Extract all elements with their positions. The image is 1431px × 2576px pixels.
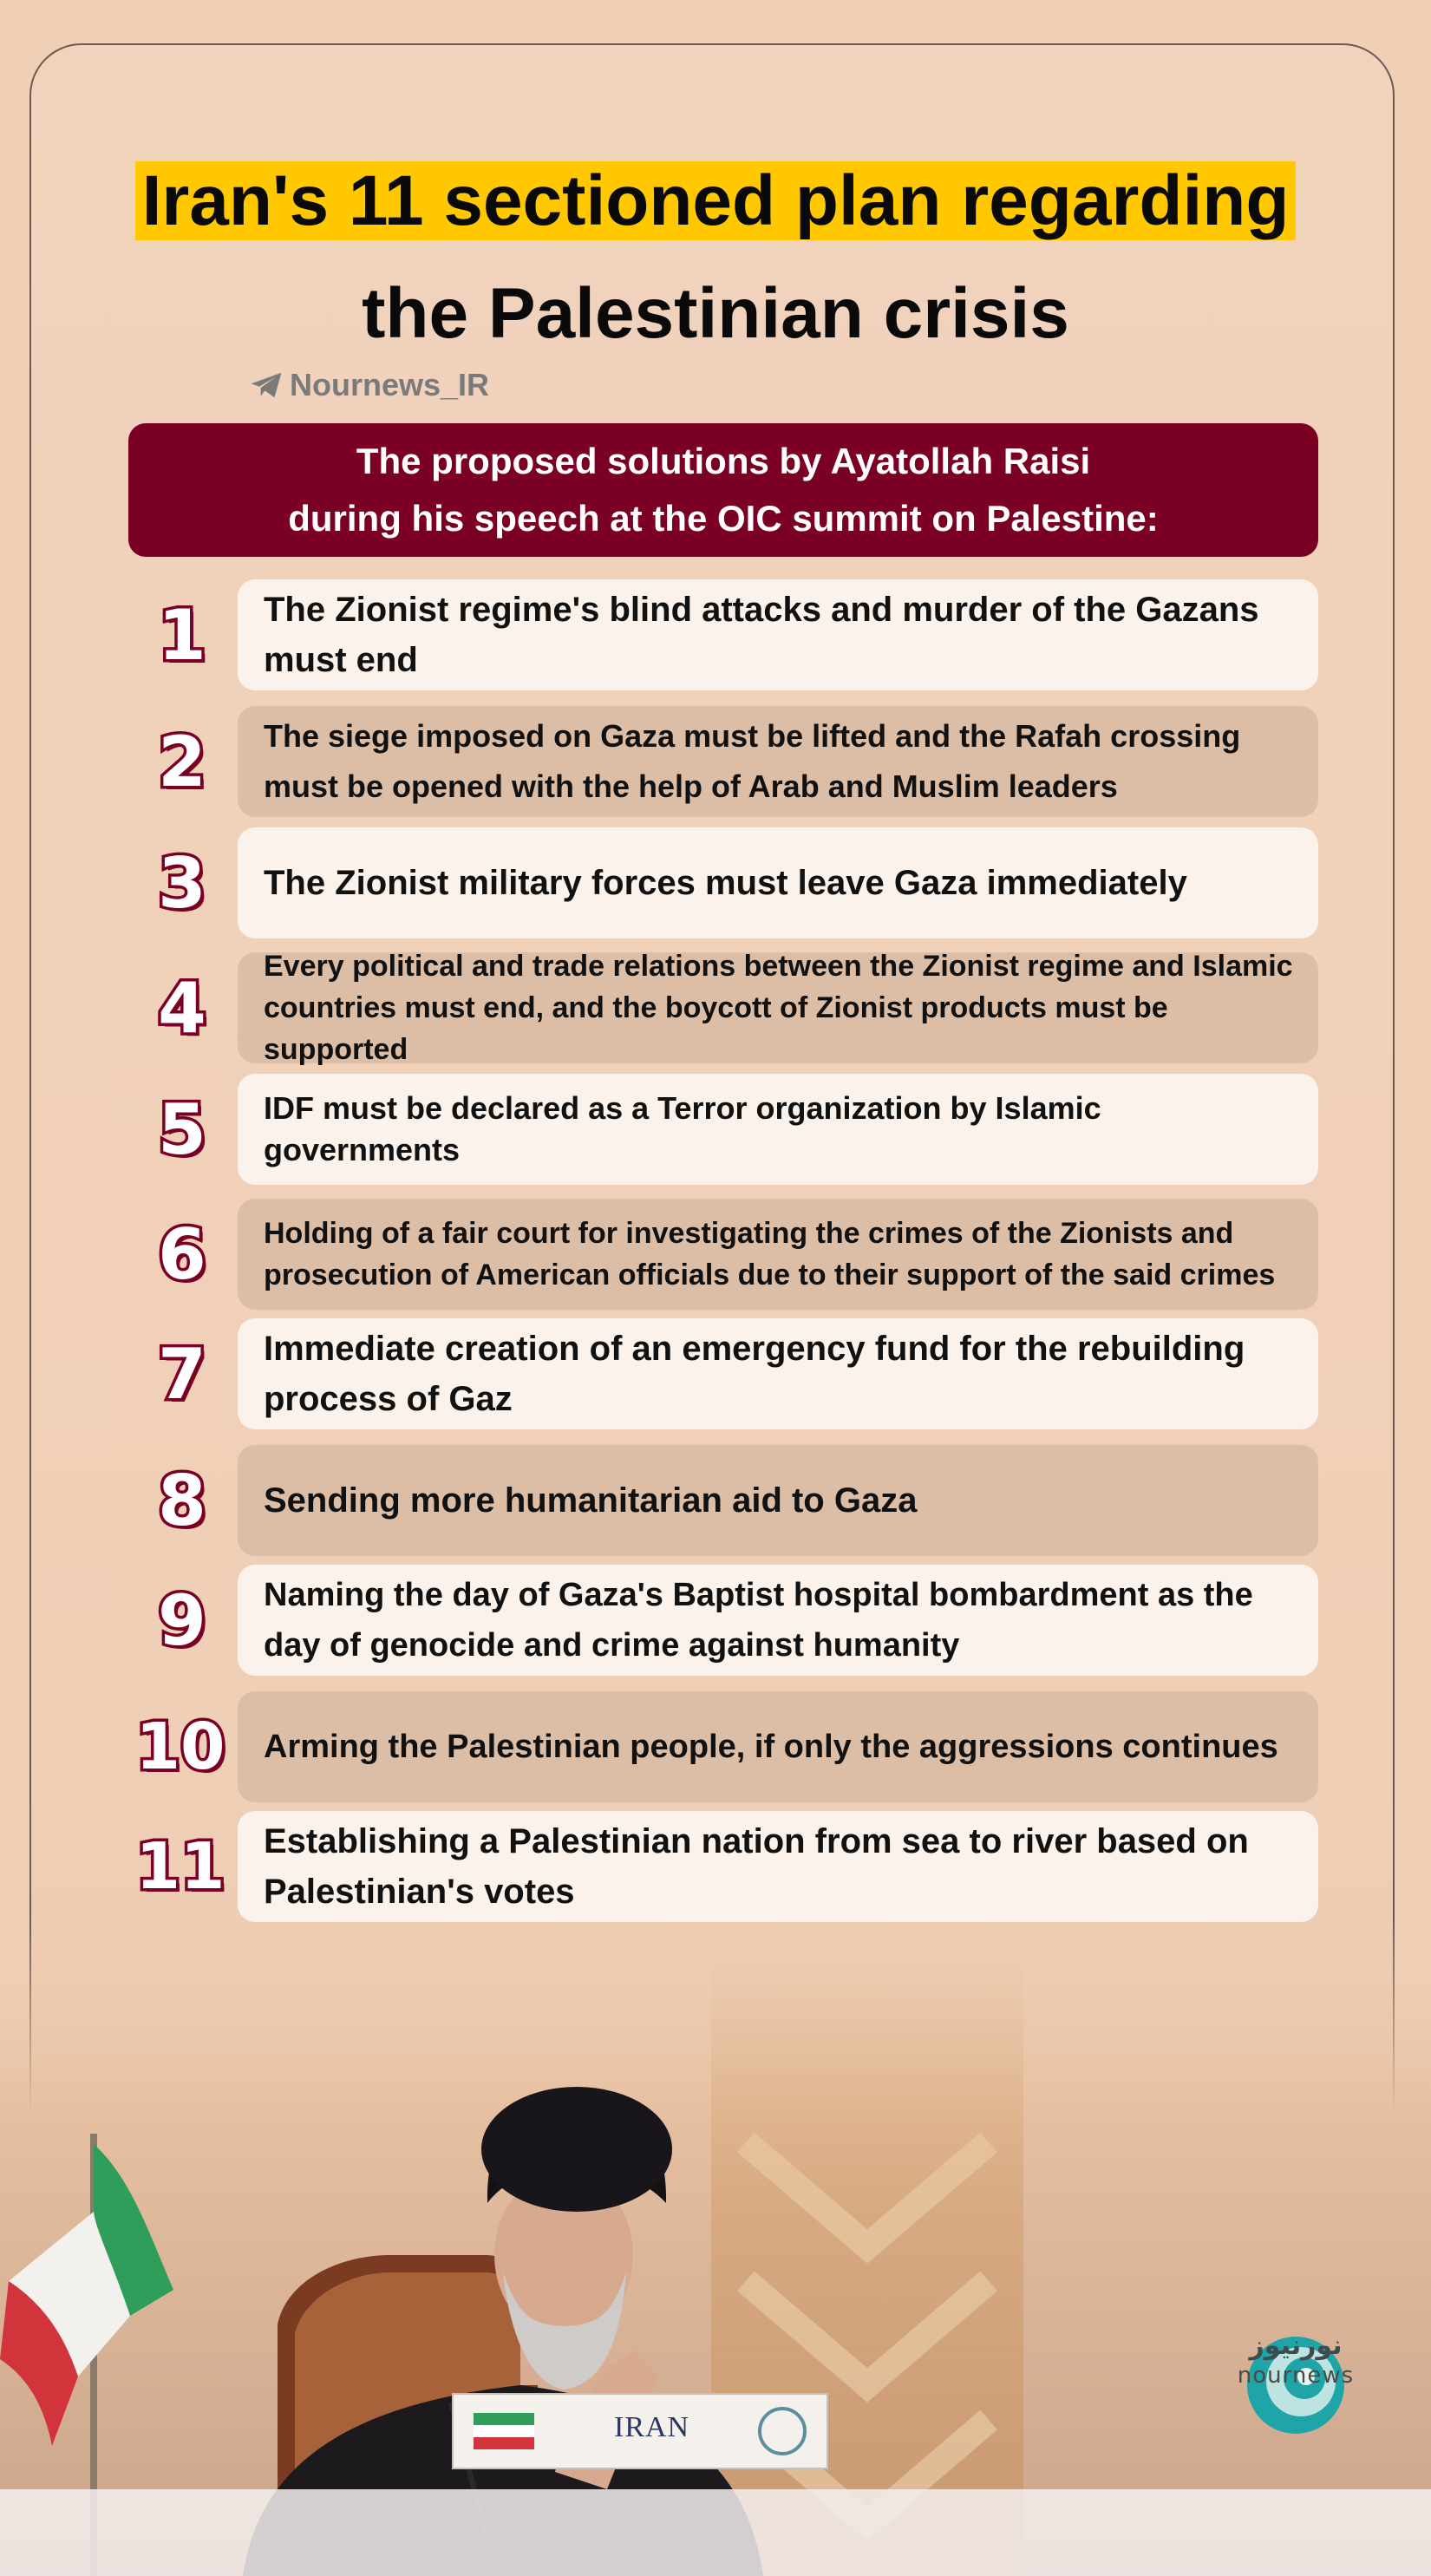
nameplate-text: IRAN <box>614 2411 690 2443</box>
item-number: 5 <box>158 1089 206 1170</box>
list-item <box>0 1445 1431 1556</box>
item-number: 11 <box>135 1829 225 1904</box>
item-card <box>238 1445 1318 1556</box>
item-number: 9 <box>158 1579 206 1661</box>
list-item <box>0 579 1431 690</box>
summit-photo <box>0 1917 1431 2576</box>
item-card <box>238 950 1318 1066</box>
title-highlight: Iran's 11 sectioned plan regarding <box>135 161 1297 240</box>
main-title-line-2: the Palestinian crisis <box>362 274 1069 353</box>
main-title-line-1 <box>0 158 1431 245</box>
item-card <box>238 706 1318 817</box>
list-item <box>0 1811 1431 1922</box>
handle-text: Nournews_IR <box>290 367 490 402</box>
item-number: 2 <box>158 721 206 802</box>
item-text: Naming the day of Gaza's Baptist hospital bombardment as the day of genocide and crime against humanity <box>264 1577 1253 1664</box>
list-item <box>0 706 1431 817</box>
item-card <box>238 1318 1318 1429</box>
item-number: 1 <box>158 594 206 676</box>
item-number: 8 <box>158 1460 206 1541</box>
source-handle <box>250 368 489 402</box>
item-text: Holding of a fair court for investigating the crimes of the Zionists and prosecution of American officials due to their support of the said crimes <box>264 1217 1276 1291</box>
list-item <box>0 827 1431 938</box>
item-card <box>238 1199 1318 1310</box>
item-text: Sending more humanitarian aid to Gaza <box>264 1481 918 1520</box>
item-number: 6 <box>158 1213 206 1295</box>
table-edge <box>0 2489 1431 2576</box>
intro-banner <box>128 423 1318 557</box>
item-card <box>238 579 1318 690</box>
item-card <box>238 1074 1318 1185</box>
item-card <box>238 1811 1318 1922</box>
item-card <box>238 1691 1318 1802</box>
item-text: The Zionist regime's blind attacks and murder of the Gazans must end <box>264 591 1259 679</box>
item-text: The Zionist military forces must leave Gaza immediately <box>264 864 1187 902</box>
item-number: 7 <box>158 1333 206 1415</box>
item-text: The siege imposed on Gaza must be lifted and the Rafah crossing must be opened with the help of Arab and Muslim leaders <box>264 718 1241 804</box>
banner-line-2: during his speech at the OIC summit on Palestine: <box>288 498 1159 539</box>
list-item <box>0 1074 1431 1185</box>
decorative-pillar <box>711 1952 1023 2576</box>
list-item <box>0 1199 1431 1310</box>
item-card <box>238 1565 1318 1676</box>
item-text: IDF must be declared as a Terror organization by Islamic governments <box>264 1090 1101 1167</box>
item-text: Immediate creation of an emergency fund for the rebuilding process of Gaz <box>264 1330 1245 1418</box>
logo-latin-text: nournews <box>1237 2363 1355 2389</box>
list-item <box>0 1691 1431 1802</box>
list-item <box>0 1565 1431 1676</box>
telegram-icon <box>250 370 283 400</box>
item-text: Arming the Palestinian people, if only the aggressions continues <box>264 1729 1278 1765</box>
item-card <box>238 827 1318 938</box>
list-item <box>0 950 1431 1066</box>
item-number: 10 <box>135 1710 225 1784</box>
banner-line-1: The proposed solutions by Ayatollah Raisi <box>356 441 1091 481</box>
list-item <box>0 1318 1431 1429</box>
item-text: Establishing a Palestinian nation from sea to river based on Palestinian's votes <box>264 1822 1249 1911</box>
nournews-logo <box>1235 2333 1356 2389</box>
item-number: 3 <box>158 842 206 924</box>
item-text: Every political and trade relations between the Zionist regime and Islamic countries must end, and the boycott of Zionist products must be supported <box>264 950 1293 1066</box>
logo-persian-text: نورنیوز <box>1249 2331 1343 2361</box>
item-number: 4 <box>158 967 206 1049</box>
